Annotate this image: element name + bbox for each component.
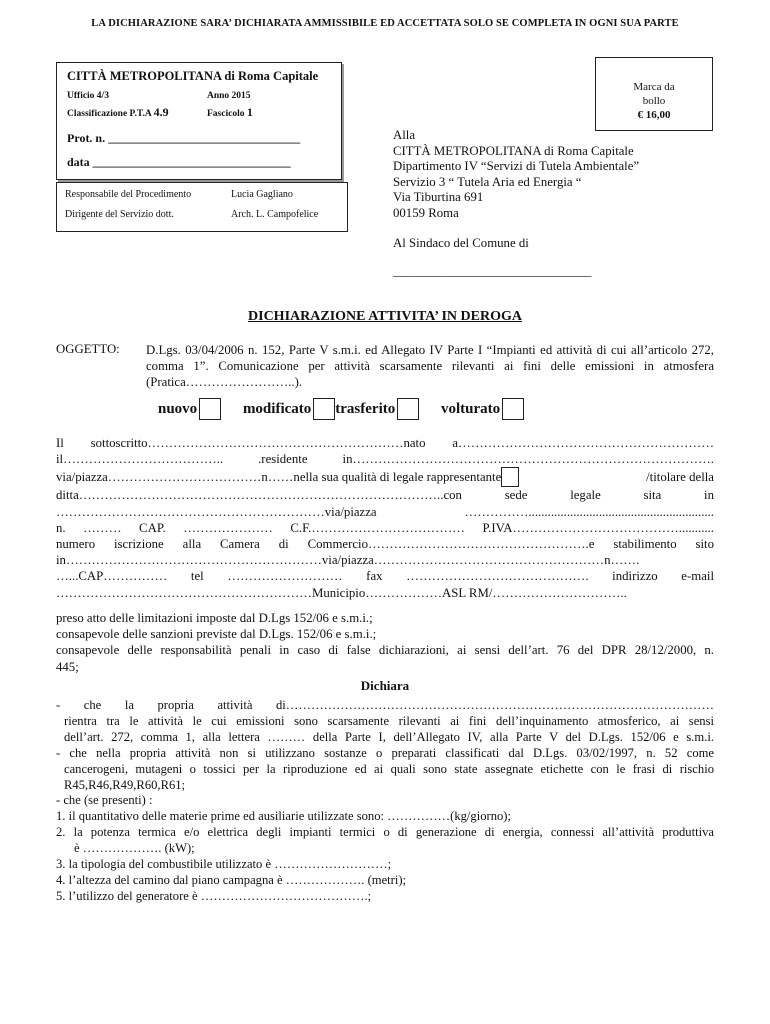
practice-type-options [158,398,542,420]
address-line: Servizio 3 “ Tutela Aria ed Energia “ [393,174,582,189]
protocol-box [56,62,342,180]
form-line[interactable]: …...CAP…………… tel ……………………… fax ……………………………………. indirizzo e-mail [56,569,714,584]
list-item[interactable]: dell’art. 272, comma 1, alla lettera ……… della Parte I, dell’Allegato IV, alla Parte V del D.Lgs. 152/06 e s.m.i. [64,729,714,744]
address-line: Alla [393,128,416,142]
form-line[interactable]: in……………………………………………………via/piazza………………………………………………n……. [56,553,640,568]
stamp-amount: € 16,00 [637,109,671,121]
list-item[interactable]: 5. l’utilizzo del generatore è ………………………………….; [56,888,372,903]
fascicolo-label: Fascicolo [207,109,245,119]
pta-number: 4.9 [153,105,169,119]
oggetto-text: D.Lgs. 03/04/2006 n. 152, Parte V s.m.i. ed Allegato IV Parte I “Impianti ed attività di cui all’articolo 272, comma 1”. Comunicazione per attività scarsamente rilevanti ai fini delle emissioni in atmosfera (Pratica……………………..). [146,343,714,389]
ufficio: Ufficio 4/3 [67,91,109,101]
form-line-text: /titolare della [646,470,714,485]
form-line[interactable]: Il sottoscritto……………………………………………………nato a…………………………………………………… [56,436,714,450]
list-item: 2. la potenza termica e/o elettrica degli impianti termici o di generazione di energia, connessi all’attività produttiva [56,825,714,840]
sindaco-label: Al Sindaco del Comune di [393,236,529,250]
address-line: Via Tiburtina 691 [393,190,484,204]
list-item: R45,R46,R49,R60,R61; [64,777,186,792]
form-line-text[interactable]: via/piazza………………………………n……nella sua qualità di legale rappresentante [56,470,502,485]
list-item[interactable]: 4. l’altezza del camino dal piano campagna è ………………. (metri); [56,872,407,887]
top-warning: LA DICHIARAZIONE SARA’ DICHIARATA AMMISSIBILE ED ACCETTATA SOLO SE COMPLETA IN OGNI SUA PARTE [91,18,679,29]
dichiara-list [56,698,714,905]
fascicolo [207,105,253,120]
form-line[interactable]: ………………………………………………………via/piazza …………….......................................................... [56,504,714,519]
oggetto-label: OGGETTO: [56,342,120,356]
list-item: rientra tra le attività le cui emissioni sono scarsamente rilevanti ai fini dell’inquinamento atmosferico, ai sensi [64,713,714,728]
data-field[interactable]: data _________________________________ [67,155,291,169]
list-item[interactable]: è ………………. (kW); [74,841,195,856]
option-nuovo-label: nuovo [158,400,198,417]
protocol-title: CITTÀ METROPOLITANA di Roma Capitale [67,69,319,83]
sindaco-field[interactable]: _______________________________ [393,264,592,278]
page-title: DICHIARAZIONE ATTIVITA’ IN DEROGA [248,309,522,324]
responsible-box [56,182,348,232]
form-line[interactable]: n. ……… CAP. ………………… C.F.……………………………… P.IVA…………………………………........... [56,520,714,535]
address-line: 00159 Roma [393,205,459,220]
form-line[interactable]: ditta…………………………………………………………………………..con sede legale sita in [56,488,714,503]
preso-line: consapevole delle responsabilità penali in caso di false dichiarazioni, ai sensi dell’art. 76 del DPR 28/12/2000, n. [56,643,714,658]
form-line[interactable]: il……………………………….. .residente in…………………………………………………………………………. [56,452,714,467]
list-item[interactable]: 1. il quantitativo delle materie prime ed ausiliarie utilizzate sono: ……………(kg/giorno); [56,809,512,824]
anno: Anno 2015 [207,91,251,101]
checkbox-nuovo[interactable] [199,398,221,420]
list-item: - che nella propria attività non si utilizzano sostanze o preparati classificati dal D.Lgs. 03/02/1997, n. 52 come [56,745,714,760]
list-item[interactable]: 3. la tipologia del combustibile utilizzato è ………………………; [56,857,392,872]
dir-label: Dirigente del Servizio dott. [65,209,174,220]
checkbox-legale-rappresentante[interactable] [501,467,519,487]
preso-line: 445; [56,659,79,674]
prot-field[interactable]: Prot. n. ________________________________ [67,131,301,145]
preso-line: preso atto delle limitazioni imposte dal D.Lgs 152/06 e s.m.i.; [56,611,373,625]
list-item: - che (se presenti) : [56,793,153,808]
option-modificato-label: modificato [242,400,312,417]
classificazione-label: Classificazione P.T.A [67,109,152,119]
list-item[interactable]: - che la propria attività di………………………………………………………………………………………… [56,698,714,712]
address-line: CITTÀ METROPOLITANA di Roma Capitale [393,143,634,158]
option-trasferito-label: trasferito [335,400,396,417]
recipient-address [393,128,639,221]
resp-name: Lucia Gagliano [231,189,293,200]
stamp-line1: Marca da [633,81,675,93]
form-line[interactable]: ……………………………………………………Municipio………………ASL RM/………………………….. [56,585,627,600]
address-line: Dipartimento IV “Servizi di Tutela Ambientale” [393,159,640,173]
preso-atto [56,610,714,675]
stamp-line2: bollo [642,95,666,107]
form-line [56,467,714,487]
list-item: cancerogeni, mutageni o tossici per la riproduzione ed ai quali sono state assegnate etichette con le frasi di rischio [64,761,714,776]
form-line[interactable]: numero iscrizione alla Camera di Commercio…………………………………………….e stabilimento sito [56,537,714,552]
checkbox-volturato[interactable] [502,398,524,420]
stamp-box [595,57,713,131]
checkbox-trasferito[interactable] [397,398,419,420]
option-volturato-label: volturato [440,400,501,417]
fascicolo-number: 1 [246,105,253,119]
dichiara-heading: Dichiara [360,678,410,693]
dir-name: Arch. L. Campofelice [231,209,319,220]
declarant-form [56,435,714,601]
classificazione [67,105,169,120]
preso-line: consapevole delle sanzioni previste dal D.Lgs. 152/06 e s.m.i.; [56,627,377,642]
resp-label: Responsabile del Procedimento [65,189,192,200]
checkbox-modificato[interactable] [313,398,335,420]
